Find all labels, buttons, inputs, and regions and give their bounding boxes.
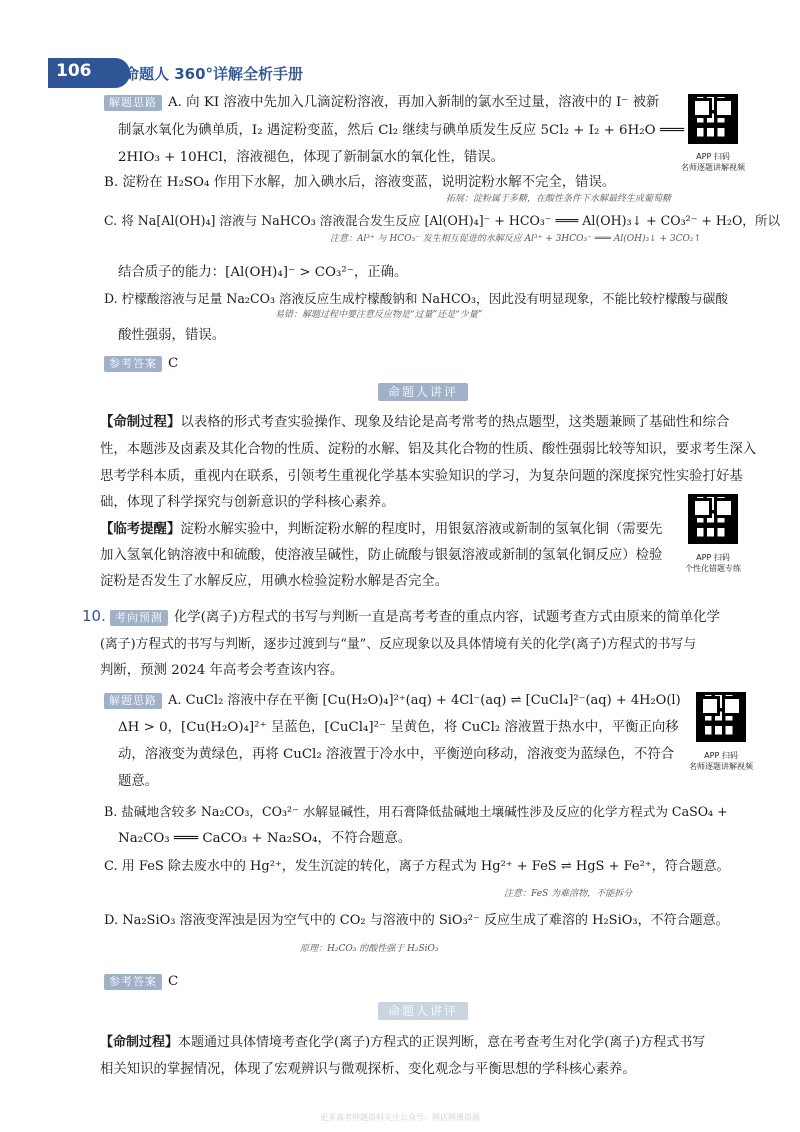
q9-process-line1: 【命制过程】以表格的形式考查实验操作、现象及结论是高考常考的热点题型，这类题兼顾了基础性和综合 (100, 414, 730, 430)
page-header (0, 58, 800, 88)
q10-option-c-note: 注意：FeS 为难溶物，不能拆分 (504, 889, 633, 899)
q9-answer (104, 355, 178, 372)
solution-tag: 解题思路 (104, 95, 162, 111)
q10-forecast-line1: 10. 考向预测 化学(离子)方程式的书写与判断一直是高考考查的重点内容，试题考查方式由原来的简单化学 (82, 607, 720, 625)
q10-number: 10. (82, 607, 106, 625)
q10-option-b-line1: B. 盐碱地含较多 Na₂CO₃，CO₃²⁻ 水解显碱性，用石膏降低盐碱地土壤碱性涉及反应的化学方程式为 CaSO₄ + (104, 804, 728, 819)
q9-tip-line3: 淀粉是否发生了水解反应，用碘水检验淀粉水解是否完全。 (100, 574, 449, 589)
q9-option-c-note: 注意：Al³⁺ 与 HCO₃⁻ 发生相互促进的水解反应 Al³⁺ + 3HCO₃⁻ ═══ Al(OH)₃↓ + 3CO₂↑ (330, 234, 702, 244)
book-title: 命题人 360°详解全析手册 (124, 65, 304, 83)
q9-option-a-line1: 解题思路 A. 向 KI 溶液中先加入几滴淀粉溶液，再加入新制的氯水至过量，溶液中的 I⁻ 被新 (104, 94, 659, 111)
q10-forecast-line3: 判断，预测 2024 年高考会考查该内容。 (100, 663, 344, 678)
q9-process-line2: 性，本题涉及卤素及其化合物的性质、淀粉的水解、铝及其化合物的性质、酸性强弱比较等知识，要求考生深入 (100, 442, 757, 457)
q9-option-b-note: 拓展：淀粉属于多糖，在酸性条件下水解最终生成葡萄糖 (446, 194, 672, 204)
q10-answer-value: C (168, 974, 179, 989)
q9-option-d-line2: 酸性强弱，错误。 (118, 328, 226, 343)
q9-process-line4: 础，体现了科学探究与创新意识的学科核心素养。 (100, 495, 395, 510)
commentary-title-1: 命题人讲评 (378, 383, 468, 401)
q10-option-a-line2: ΔH > 0，[Cu(H₂O)₄]²⁺ 呈蓝色，[CuCl₄]²⁻ 呈黄色，将 CuCl₂ 溶液置于热水中，平衡正向移 (118, 720, 679, 735)
qr-code-1[interactable] (688, 94, 738, 144)
q9-answer-value: C (168, 356, 179, 371)
q10-answer (104, 973, 178, 990)
q10-option-d-note: 原理：H₂CO₃ 的酸性强于 H₂SiO₃ (300, 944, 439, 954)
q10-option-a-line3: 动，溶液变为黄绿色，再将 CuCl₂ 溶液置于冷水中，平衡逆向移动，溶液变为蓝绿色，不符合 (118, 747, 675, 762)
q10-process-line1: 【命制过程】本题通过具体情境考查化学(离子)方程式的正误判断，意在考查考生对化学(离子)方程式书写 (100, 1035, 706, 1050)
answer-tag: 参考答案 (104, 356, 162, 372)
q9-option-a-line3: 2HIO₃ + 10HCl，溶液褪色，体现了新制氯水的氧化性，错误。 (118, 150, 505, 165)
forecast-tag: 考向预测 (110, 610, 168, 626)
q9-option-d-line1: D. 柠檬酸溶液与足量 Na₂CO₃ 溶液反应生成柠檬酸钠和 NaHCO₃，因此没有明显现象，不能比较柠檬酸与碳酸 (104, 291, 728, 306)
page-number: 106 (56, 61, 92, 81)
answer-tag-2: 参考答案 (104, 974, 162, 990)
commentary-title-2: 命题人讲评 (378, 1002, 468, 1020)
solution-tag-2: 解题思路 (104, 693, 162, 709)
q9-option-d-note: 易错：解题过程中要注意反应物是“过量”还是“少量” (275, 310, 483, 320)
q10-option-c: C. 用 FeS 除去废水中的 Hg²⁺，发生沉淀的转化，离子方程式为 Hg²⁺ + FeS ⇌ HgS + Fe²⁺，符合题意。 (104, 859, 730, 874)
qr-caption-3: APP 扫码 名师逐题讲解视频 (689, 751, 753, 771)
q9-tip-line1: 【临考提醒】淀粉水解实验中，判断淀粉水解的程度时，用银氨溶液或新制的氢氧化铜（需要先 (100, 521, 663, 537)
q9-option-a-line2: 制氯水氧化为碘单质，I₂ 遇淀粉变蓝，然后 Cl₂ 继续与碘单质发生反应 5Cl₂ + I₂ + 6H₂O ═══ (118, 123, 685, 138)
q9-option-b: B. 淀粉在 H₂SO₄ 作用下水解，加入碘水后，溶液变蓝，说明淀粉水解不完全，错误。 (104, 175, 616, 190)
q9-process-line3: 思考学科本质，重视内在联系，引领考生重视化学基本实验知识的学习，为复杂问题的深度探究性实验打好基 (100, 469, 743, 484)
q9-tip-line2: 加入氢氧化钠溶液中和硫酸，使溶液呈碱性，防止硫酸与银氨溶液或新制的氢氧化铜反应）检验 (100, 548, 663, 563)
q9-option-c-line1: C. 将 Na[Al(OH)₄] 溶液与 NaHCO₃ 溶液混合发生反应 [Al(OH)₄]⁻ + HCO₃⁻ ═══ Al(OH)₃↓ + CO₃²⁻ + H₂O，所以 (104, 213, 781, 228)
footer-watermark: 更多高考押题资料关注公众号：网店网课资源 (320, 1113, 480, 1122)
qr-code-3[interactable] (696, 692, 746, 742)
q10-option-a-line4: 题意。 (118, 774, 159, 789)
qr-code-2[interactable] (688, 494, 738, 544)
q10-process-line2: 相关知识的掌握情况，体现了宏观辨识与微观探析、变化观念与平衡思想的学科核心素养。 (100, 1062, 636, 1077)
q10-option-a-line1: 解题思路 A. CuCl₂ 溶液中存在平衡 [Cu(H₂O)₄]²⁺(aq) + 4Cl⁻(aq) ⇌ [CuCl₄]²⁻(aq) + 4H₂O(l) (104, 692, 681, 709)
q10-forecast-line2: (离子)方程式的书写与判断，逐步过渡到与“量”、反应现象以及具体情境有关的化学(离子)方程式的书写与 (100, 637, 697, 652)
q10-option-d: D. Na₂SiO₃ 溶液变浑浊是因为空气中的 CO₂ 与溶液中的 SiO₃²⁻ 反应生成了难溶的 H₂SiO₃，不符合题意。 (104, 913, 729, 928)
q9-option-c-line2: 结合质子的能力：[Al(OH)₄]⁻ > CO₃²⁻，正确。 (118, 265, 408, 280)
qr-caption-1: APP 扫码 名师逐题讲解视频 (681, 152, 745, 172)
qr-caption-2: APP 扫码 个性化错题专练 (685, 553, 741, 573)
q10-option-b-line2: Na₂CO₃ ═══ CaCO₃ + Na₂SO₄，不符合题意。 (118, 831, 412, 846)
